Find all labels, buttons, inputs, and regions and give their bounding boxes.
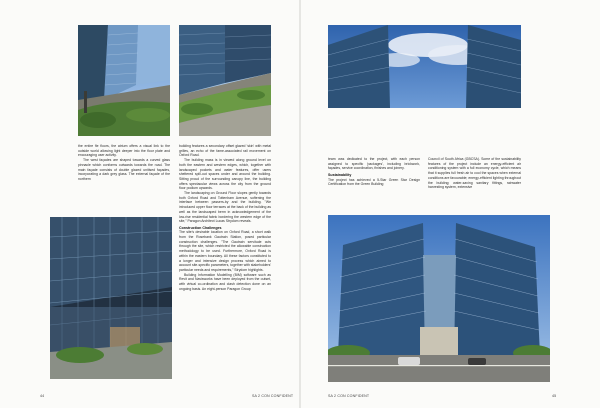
photo-building-sky (328, 25, 521, 108)
paragraph: The building mass is in viewed along ground level on both the eastern and western edges, which, together with landscaped pockets and water features, offer users sheltered spill-out spaces under and around the building. Sitting proud of the surrounding canopy line, the building offers spectacular views across the city from the ground floor podium upwards. (179, 158, 271, 191)
photo-terrace-tower (179, 25, 271, 136)
photo-atrium-interior (78, 25, 170, 136)
right-page-folio (552, 394, 556, 398)
left-page-folio (40, 394, 44, 398)
paragraph: the entire fle floors, the atrium offers a visual link to the outside world allowing light deeper into the floor plate and encouraging user activity. (78, 144, 170, 158)
paragraph: building features a secondary offset glazed 'skin' with metal grilles, an echo of the fame-associated rail movement on Oxford Road. (179, 144, 271, 158)
page-number: 44 (40, 394, 45, 398)
paragraph: The west façades are shaped towards a curved glass pinnacle which conforms outwards towards the road. The main façade consists of double glazed unitised façades, incorporating a dark grey glass. The external façade of the northern (78, 158, 170, 181)
right-page-magazine-name: SA 2 CON CONFIDENT (328, 394, 370, 398)
left-page-column-1 (78, 144, 170, 182)
left-page-magazine-name: SA 2 CON CONFIDENT (252, 394, 294, 398)
paragraph: The project has achieved a 5-Star Green Star Design Certification from the Green Building (328, 177, 420, 187)
paragraph: The landscaping on Ground Floor slopes gently towards both Oxford Road and Tottenham Avenue, softening the interface between passers-by and the building. "We introduced upper floor terraces at the back of the building as well as the landscaped berm in acknowledgement of the low-rise residential fabric bordering the western edge of the site," Paragon Architect Lucas Strydom reveals. (179, 191, 271, 224)
right-page-column-1 (328, 157, 420, 187)
paragraph: The site's desirable location on Oxford Road, a short walk from the Rosebank Gautrain Station, posed particular construction challenges. "The Gautrain servitude cuts through the site, which restricted the allowable construction methodology to be used. Furthermore, Oxford Road is within the eastern boundary. All these factors constituted to a longer and intensive design process which aimed to account site-specific parameters, together with stakeholders' particular needs and requirements," Strydom highlights. (179, 230, 271, 272)
paragraph: team was dedicated to the project, with each person assigned to specific 'packages', including brickwork, façades, service coordination, finishes and joinery. (328, 157, 420, 171)
page-number: 45 (552, 394, 557, 398)
left-page-column-2 (179, 144, 271, 291)
paragraph: Building Information Modelling (BIM) software such as Revit and Navisworks have been deployed from the outset, with virtual co-ordination and clash detection done on an ongoing basis. An eight-person Paragon Group (179, 272, 271, 291)
section-heading: Construction Challenges (179, 225, 222, 230)
page-gutter (299, 0, 301, 408)
photo-glass-lobby (50, 217, 172, 379)
right-page-column-2 (428, 157, 521, 190)
section-heading: Sustainability (328, 172, 352, 177)
photo-street-view (328, 215, 550, 382)
paragraph: Council of South Africa (GBCSA). Some of the sustainability features of the project include an energy-efficient air conditioning system with a full economy cycle, which means that it supplies full fresh air to cool the spaces when external conditions are favourable; energy-efficient lighting throughout the building; water-saving sanitary fittings, rainwater harvesting system, extensive (428, 157, 522, 190)
